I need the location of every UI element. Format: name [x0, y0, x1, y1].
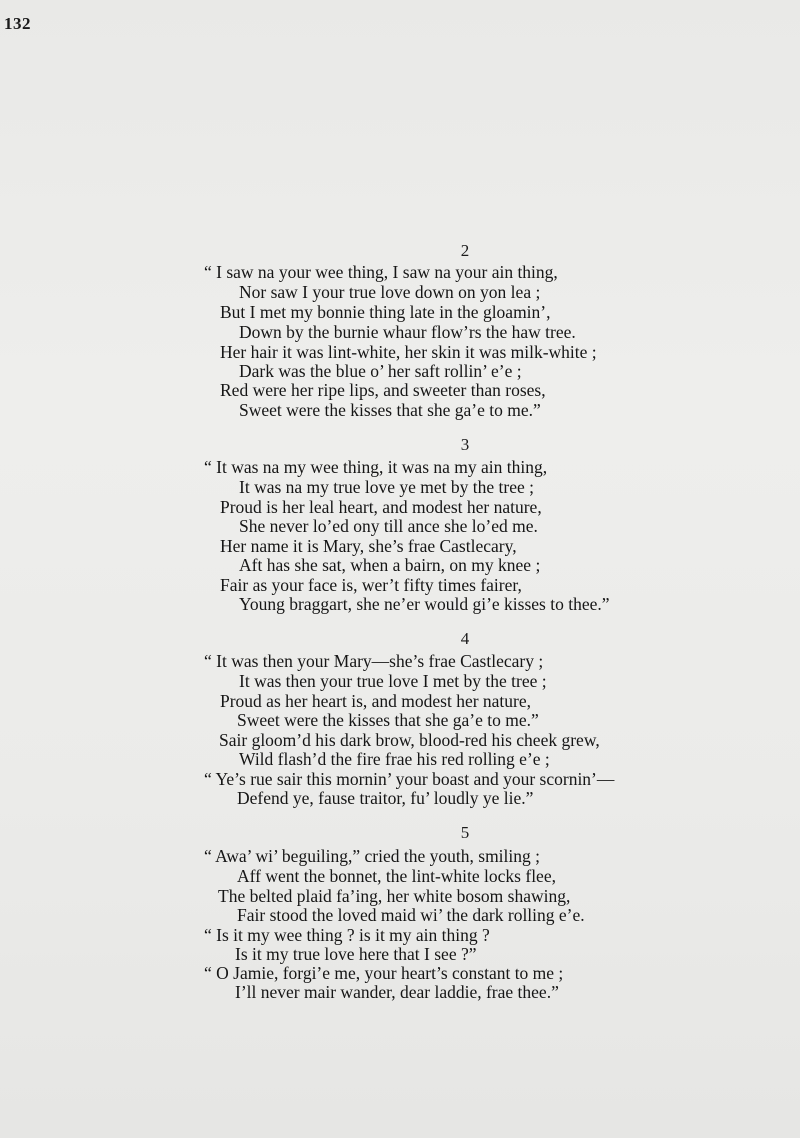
verse-line: Aft has she sat, when a bairn, on my knee ;	[239, 555, 541, 575]
verse-line: It was then your true love I met by the tree ;	[239, 671, 547, 691]
stanza-number: 4	[460, 629, 470, 648]
verse-line: Wild flash’d the fire frae his red rolling e’e ;	[239, 749, 550, 769]
verse-line: Sweet were the kisses that she ga’e to me.”	[239, 400, 541, 420]
verse-line: Proud is her leal heart, and modest her nature,	[220, 497, 542, 517]
verse-line: Her hair it was lint-white, her skin it was milk-white ;	[220, 342, 597, 362]
verse-line: Down by the burnie whaur flow’rs the haw tree.	[239, 322, 576, 342]
verse-line: “ Is it my wee thing ? is it my ain thing ?	[204, 925, 490, 945]
verse-line: Aff went the bonnet, the lint-white locks flee,	[237, 866, 556, 886]
verse-line: But I met my bonnie thing late in the gloamin’,	[220, 302, 551, 322]
verse-line: She never lo’ed ony till ance she lo’ed me.	[239, 516, 538, 536]
verse-line: “ O Jamie, forgi’e me, your heart’s constant to me ;	[204, 963, 564, 983]
verse-line: Fair stood the loved maid wi’ the dark rolling e’e.	[237, 905, 585, 925]
verse-line: Is it my true love here that I see ?”	[235, 944, 477, 964]
verse-line: “ Ye’s rue sair this mornin’ your boast and your scornin’—	[204, 769, 615, 789]
verse-line: Young braggart, she ne’er would gi’e kisses to thee.”	[239, 594, 610, 614]
verse-line: Sair gloom’d his dark brow, blood-red his cheek grew,	[219, 730, 600, 750]
stanza-number: 5	[460, 823, 470, 842]
verse-line: Fair as your face is, wer’t fifty times fairer,	[220, 575, 522, 595]
verse-line: Red were her ripe lips, and sweeter than roses,	[220, 380, 546, 400]
verse-line: It was na my true love ye met by the tree ;	[239, 477, 534, 497]
verse-line: “ I saw na your wee thing, I saw na your ain thing,	[204, 262, 558, 282]
stanza-number: 2	[460, 241, 470, 260]
verse-line: The belted plaid fa’ing, her white bosom shawing,	[218, 886, 571, 906]
page-number: 132	[4, 14, 31, 33]
verse-line: “ It was then your Mary—she’s frae Castlecary ;	[204, 651, 544, 671]
verse-line: Nor saw I your true love down on yon lea ;	[239, 282, 541, 302]
verse-line: Sweet were the kisses that she ga’e to me.”	[237, 710, 539, 730]
verse-line: Dark was the blue o’ her saft rollin’ e’e ;	[239, 361, 522, 381]
verse-line: Defend ye, fause traitor, fu’ loudly ye lie.”	[237, 788, 534, 808]
verse-line: Proud as her heart is, and modest her nature,	[220, 691, 532, 711]
stanza-number: 3	[460, 435, 470, 454]
verse-line: I’ll never mair wander, dear laddie, frae thee.”	[235, 982, 559, 1002]
verse-line: Her name it is Mary, she’s frae Castlecary,	[220, 536, 517, 556]
verse-line: “ Awa’ wi’ beguiling,” cried the youth, smiling ;	[204, 846, 541, 866]
verse-line: “ It was na my wee thing, it was na my ain thing,	[204, 457, 548, 477]
